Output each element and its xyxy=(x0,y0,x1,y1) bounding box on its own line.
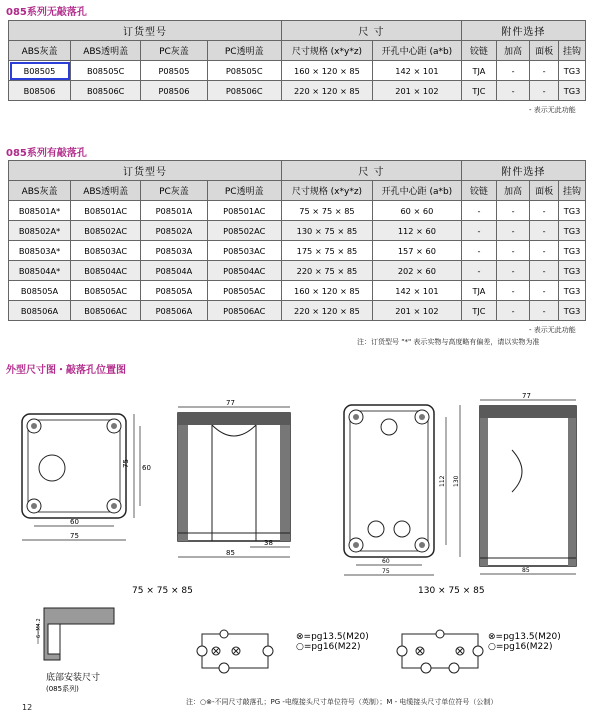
selected-cell[interactable]: B08505 xyxy=(9,61,71,81)
dim-side2-85: 85 xyxy=(522,567,530,574)
table-cell: - xyxy=(461,201,496,221)
table-cell: TG3 xyxy=(559,81,586,101)
table-cell: TJC xyxy=(461,301,496,321)
front-view-130x75 xyxy=(336,395,476,580)
dim-front2-b: 130 xyxy=(453,475,460,487)
circle-icon: ○ xyxy=(488,642,496,652)
side-view-75x75 xyxy=(160,395,300,565)
table-cell: TG3 xyxy=(559,281,586,301)
legend-b-text: pg16(M22) xyxy=(311,642,361,652)
table-cell: 142 × 101 xyxy=(372,281,461,301)
page-number: 12 xyxy=(22,703,33,712)
table-cell[interactable]: P08505A xyxy=(141,281,207,301)
group-order-header: 订货型号 xyxy=(9,21,282,41)
table-cell[interactable]: P08502AC xyxy=(207,221,281,241)
table-cell[interactable]: B08506C xyxy=(71,81,141,101)
base-mounting-detail xyxy=(36,604,116,664)
group-order-header: 订货型号 xyxy=(9,161,282,181)
table-cell[interactable]: B08506AC xyxy=(71,301,141,321)
group-size-header: 尺 寸 xyxy=(281,21,461,41)
table-cell: 220 × 120 × 85 xyxy=(281,301,372,321)
table-cell: 75 × 75 × 85 xyxy=(281,201,372,221)
dim-front2-a: 112 xyxy=(439,475,446,487)
table-cell: 157 × 60 xyxy=(372,241,461,261)
table-cell[interactable]: P08506AC xyxy=(207,301,281,321)
column-header: 加高 xyxy=(497,41,530,61)
table-cell: TG3 xyxy=(559,221,586,241)
table-cell[interactable]: P08506 xyxy=(141,81,207,101)
table-cell[interactable]: P08505 xyxy=(141,61,207,81)
section-title-knockout: 085系列有敲落孔 xyxy=(6,148,87,159)
side-view-130x75 xyxy=(470,390,590,580)
column-header: 铰链 xyxy=(461,41,496,61)
table-cell[interactable]: B08501A* xyxy=(9,201,71,221)
base-subtitle: (085系列) xyxy=(46,685,79,693)
base-dim: 6−M4.2 xyxy=(36,618,42,638)
table-cell: - xyxy=(461,261,496,281)
table-cell: - xyxy=(530,241,559,261)
table-cell: - xyxy=(497,201,530,221)
group-size-header: 尺 寸 xyxy=(281,161,461,181)
table-cell: 160 × 120 × 85 xyxy=(281,281,372,301)
table-cell: - xyxy=(461,241,496,261)
table-cell: - xyxy=(497,61,530,81)
table-cell[interactable]: B08506 xyxy=(9,81,71,101)
dim-side1-85: 85 xyxy=(226,549,235,557)
column-header: 面板 xyxy=(530,41,559,61)
table-cell: TG3 xyxy=(559,201,586,221)
table-cell: - xyxy=(530,281,559,301)
table-cell[interactable]: B08504AC xyxy=(71,261,141,281)
table-cell[interactable]: B08502A* xyxy=(9,221,71,241)
table-cell[interactable]: B08502AC xyxy=(71,221,141,241)
table-cell: - xyxy=(530,201,559,221)
table-row xyxy=(9,281,586,301)
table-cell: 142 × 101 xyxy=(372,61,461,81)
table-cell[interactable]: B08503AC xyxy=(71,241,141,261)
column-header: PC灰盖 xyxy=(141,41,207,61)
column-header: ABS透明盖 xyxy=(71,181,141,201)
legend-b-text: pg16(M22) xyxy=(503,642,553,652)
table-cell: 220 × 75 × 85 xyxy=(281,261,372,281)
table-cell[interactable]: B08501AC xyxy=(71,201,141,221)
column-header: ABS灰盖 xyxy=(9,41,71,61)
legend-2: ⊗=pg13.5(M20) ○=pg16(M22) xyxy=(488,632,561,652)
table-row xyxy=(9,301,586,321)
dim-side1-top: 77 xyxy=(226,399,235,407)
column-header: 铰链 xyxy=(461,181,496,201)
dim-side1-38: 38 xyxy=(264,539,273,547)
front-view-75x75 xyxy=(14,400,154,560)
table-cell: 202 × 60 xyxy=(372,261,461,281)
table-cell[interactable]: P08504AC xyxy=(207,261,281,281)
table-cell: - xyxy=(497,241,530,261)
group-accessory-header: 附件选择 xyxy=(461,161,585,181)
column-header: 尺寸规格 (x*y*z) xyxy=(281,181,372,201)
table-cell[interactable]: B08506A xyxy=(9,301,71,321)
table-cell: 112 × 60 xyxy=(372,221,461,241)
table-cell[interactable]: P08506C xyxy=(207,81,281,101)
table-cell: 60 × 60 xyxy=(372,201,461,221)
table-cell[interactable]: P08501AC xyxy=(207,201,281,221)
table-row xyxy=(9,261,586,281)
group-accessory-header: 附件选择 xyxy=(461,21,585,41)
table2-note: - 表示无此功能 xyxy=(529,326,576,334)
table-cell[interactable]: B08503A* xyxy=(9,241,71,261)
table-cell: - xyxy=(530,61,559,81)
table-cell: 220 × 120 × 85 xyxy=(281,81,372,101)
table-row xyxy=(9,241,586,261)
caption-130x75x85: 130 × 75 × 85 xyxy=(418,586,485,596)
circle-icon: ○ xyxy=(296,642,304,652)
base-title: 底部安装尺寸 xyxy=(46,673,101,683)
table-cell[interactable]: P08503AC xyxy=(207,241,281,261)
dim-front2-w2: 75 xyxy=(382,568,390,575)
table-cell: TJA xyxy=(461,61,496,81)
table-cell: - xyxy=(497,301,530,321)
section-title-drawings: 外型尺寸图・敲落孔位置图 xyxy=(6,365,126,376)
column-header: 尺寸规格 (x*y*z) xyxy=(281,41,372,61)
dim-front2-w: 60 xyxy=(382,558,390,565)
cross-circle-icon: ⊗ xyxy=(296,632,304,642)
dim-front1-total: 75 xyxy=(70,532,79,540)
table-cell: TJA xyxy=(461,281,496,301)
table-cell: - xyxy=(497,221,530,241)
table-cell: - xyxy=(497,261,530,281)
table-cell: - xyxy=(530,221,559,241)
table-cell: 201 × 102 xyxy=(372,301,461,321)
table-cell: 130 × 75 × 85 xyxy=(281,221,372,241)
caption-75x75x85: 75 × 75 × 85 xyxy=(132,586,193,596)
spec-table-no-knockout xyxy=(8,20,586,101)
table-cell: TG3 xyxy=(559,61,586,81)
table-cell: - xyxy=(530,81,559,101)
table-cell[interactable]: B08505A xyxy=(9,281,71,301)
column-header: 加高 xyxy=(497,181,530,201)
table-cell: 160 × 120 × 85 xyxy=(281,61,372,81)
table-cell: - xyxy=(530,261,559,281)
dim-front1-h2: 60 xyxy=(142,464,151,472)
knockout-diagram-2 xyxy=(396,626,496,676)
section-title-no-knockout: 085系列无敲落孔 xyxy=(6,7,87,18)
table-cell[interactable]: P08502A xyxy=(141,221,207,241)
dim-front1-h: 75 xyxy=(122,459,130,468)
footer-note: 注：○⊗-不同尺寸敲落孔；PG -电缆接头尺寸单位符号（英制）；M - 电缆接头尺寸单位符号（公制） xyxy=(186,698,498,706)
table-cell: - xyxy=(497,281,530,301)
table-cell[interactable]: P08501A xyxy=(141,201,207,221)
table-cell[interactable]: P08506A xyxy=(141,301,207,321)
table-cell: TJC xyxy=(461,81,496,101)
table-cell[interactable]: B08505AC xyxy=(71,281,141,301)
column-header: PC灰盖 xyxy=(141,181,207,201)
column-header: 挂钩 xyxy=(559,181,586,201)
column-header: 开孔中心距 (a*b) xyxy=(372,41,461,61)
column-header: 开孔中心距 (a*b) xyxy=(372,181,461,201)
cross-circle-icon: ⊗ xyxy=(488,632,496,642)
table-row xyxy=(9,81,586,101)
dim-side2-top: 77 xyxy=(522,392,531,400)
column-header: ABS透明盖 xyxy=(71,41,141,61)
column-header: 面板 xyxy=(530,181,559,201)
table-cell[interactable]: P08505C xyxy=(207,61,281,81)
table-cell: - xyxy=(461,221,496,241)
legend-a-text: pg13.5(M20) xyxy=(311,632,369,642)
column-header: 挂钩 xyxy=(559,41,586,61)
table-cell: 175 × 75 × 85 xyxy=(281,241,372,261)
table-cell: - xyxy=(530,301,559,321)
table-cell: 201 × 102 xyxy=(372,81,461,101)
spec-table-knockout xyxy=(8,160,586,321)
table2-asterisk-note: 注：订货型号 "*" 表示实物与高度略有偏差，请以实物为准 xyxy=(357,338,540,346)
table-cell: TG3 xyxy=(559,301,586,321)
table-cell[interactable]: P08505AC xyxy=(207,281,281,301)
table-cell[interactable]: P08504A xyxy=(141,261,207,281)
legend-1: ⊗=pg13.5(M20) ○=pg16(M22) xyxy=(296,632,369,652)
table-cell: - xyxy=(497,81,530,101)
table-cell: TG3 xyxy=(559,241,586,261)
table-row xyxy=(9,61,586,81)
table-cell[interactable]: B08505C xyxy=(71,61,141,81)
column-header: PC透明盖 xyxy=(207,41,281,61)
dim-front1-w: 60 xyxy=(70,518,79,526)
column-header: ABS灰盖 xyxy=(9,181,71,201)
table1-note: - 表示无此功能 xyxy=(529,106,576,114)
knockout-diagram-1 xyxy=(196,626,296,676)
table-row xyxy=(9,221,586,241)
column-header: PC透明盖 xyxy=(207,181,281,201)
table-cell: TG3 xyxy=(559,261,586,281)
legend-a-text: pg13.5(M20) xyxy=(503,632,561,642)
table-cell[interactable]: P08503A xyxy=(141,241,207,261)
table-cell[interactable]: B08504A* xyxy=(9,261,71,281)
table-row xyxy=(9,201,586,221)
